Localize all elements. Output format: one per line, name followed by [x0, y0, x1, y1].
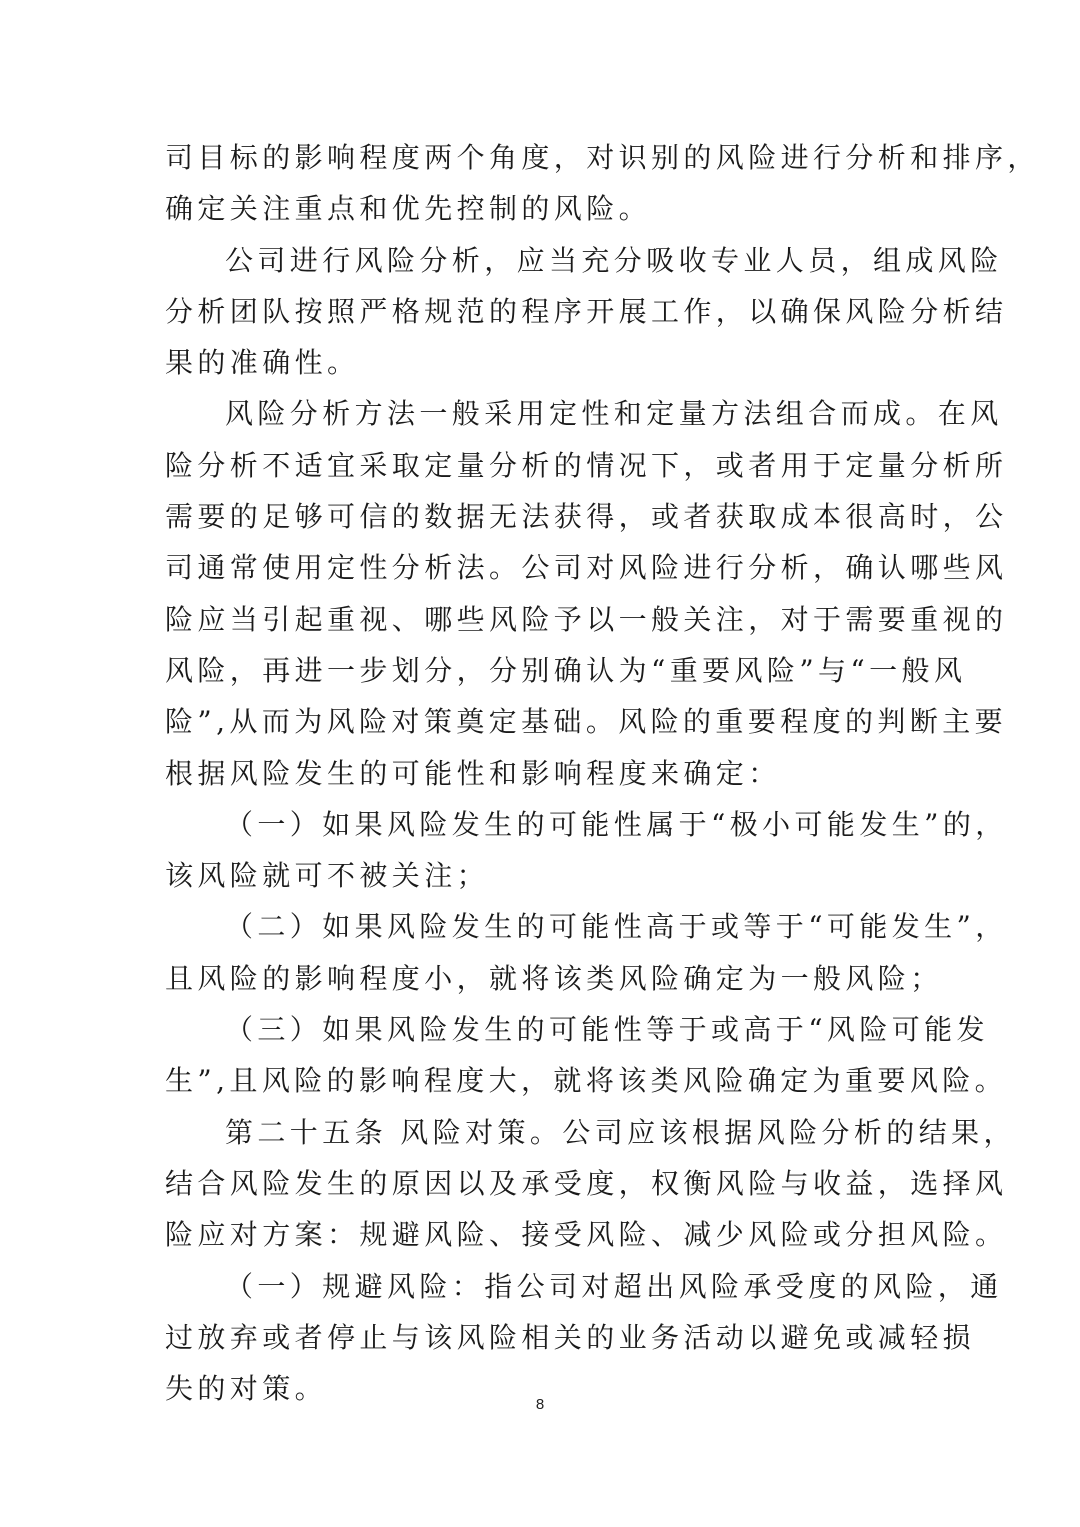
text-line: 根据风险发生的可能性和影响程度来确定：: [165, 756, 781, 790]
page-number: 8: [535, 1396, 545, 1413]
text-line: 果的准确性。: [165, 346, 360, 380]
text-line: 险分析不适宜采取定量分析的情况下，或者用于定量分析所: [165, 448, 1008, 482]
text-line: 险应当引起重视、哪些风险予以一般关注，对于需要重视的: [165, 602, 1008, 636]
paragraph-first-line: （三）如果风险发生的可能性等于或高于“风险可能发: [225, 1013, 989, 1047]
text-line: 风险，再进一步划分，分别确认为“重要风险”与“一般风: [165, 653, 967, 687]
text-line: 险应对方案：规避风险、接受风险、减少风险或分担风险。: [165, 1218, 1008, 1252]
paragraph-first-line: 风险分析方法一般采用定性和定量方法组合而成。在风: [225, 397, 1003, 431]
text-line: 该风险就可不被关注；: [165, 859, 490, 893]
text-line: 确定关注重点和优先控制的风险。: [165, 192, 652, 226]
text-line: 过放弃或者停止与该风险相关的业务活动以避免或减轻损: [165, 1320, 976, 1354]
text-line: 司目标的影响程度两个角度，对识别的风险进行分析和排序，: [165, 141, 1040, 174]
article-heading-line: 第二十五条 风险对策。公司应该根据风险分析的结果，: [225, 1115, 1016, 1149]
text-line: 生”,且风险的影响程度大，就将该类风险确定为重要风险。: [165, 1064, 1008, 1098]
paragraph-first-line: （一）如果风险发生的可能性属于“极小可能发生”的，: [225, 807, 1008, 841]
text-line: 结合风险发生的原因以及承受度，权衡风险与收益，选择风: [165, 1166, 1008, 1200]
body-text: [165, 132, 1040, 1414]
text-line: 需要的足够可信的数据无法获得，或者获取成本很高时，公: [165, 500, 1008, 534]
text-line: 险”,从而为风险对策奠定基础。风险的重要程度的判断主要: [165, 705, 1008, 739]
paragraph-first-line: 公司进行风险分析，应当充分吸收专业人员，组成风险: [225, 243, 1003, 277]
paragraph-first-line: （二）如果风险发生的可能性高于或等于“可能发生”，: [225, 910, 1008, 944]
text-line: 分析团队按照严格规范的程序开展工作，以确保风险分析结: [165, 294, 1008, 328]
text-line: 失的对策。: [165, 1372, 328, 1406]
text-line: 且风险的影响程度小，就将该类风险确定为一般风险；: [165, 961, 943, 995]
text-line: 司通常使用定性分析法。公司对风险进行分析，确认哪些风: [165, 551, 1008, 585]
paragraph-first-line: （一）规避风险：指公司对超出风险承受度的风险，通: [225, 1269, 1003, 1303]
